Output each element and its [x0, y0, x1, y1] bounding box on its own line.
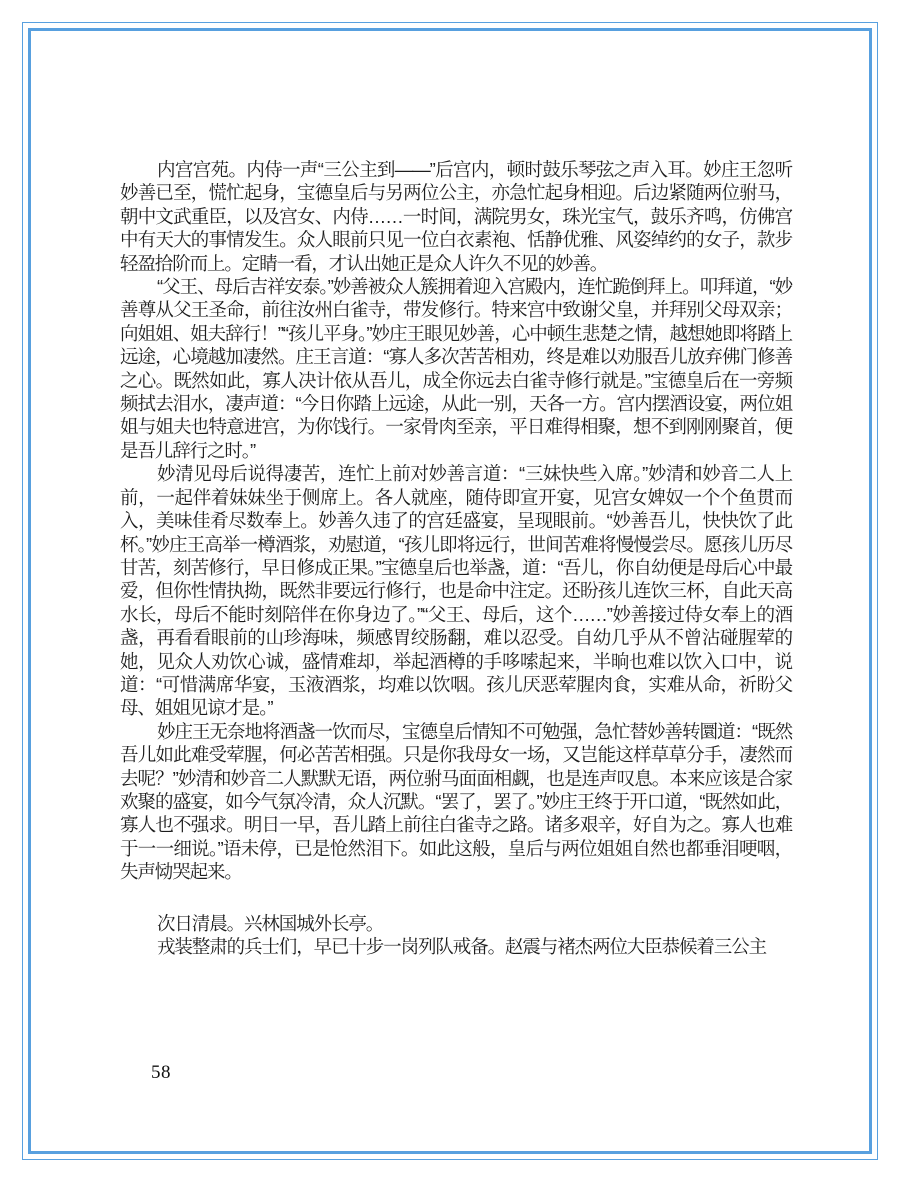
page-text-block — [120, 158, 792, 958]
paragraph-farewell-greeting: “父王、母后吉祥安泰。”妙善被众人簇拥着迎入宫殿内，连忙跪倒拜上。叩拜道，“妙善尊从父王圣命，前往汝州白雀寺，带发修行。特来宫中致谢父皇，并拜别父母双亲；向姐姐、姐夫辞行！”“孩儿平身。”妙庄王眼见妙善，心中顿生悲楚之情，越想她即将踏上远途，心境越加凄然。庄王言道：“寡人多次苦苦相劝，终是难以劝服吾儿放弃佛门修善之心。既然如此，寡人决计依从吾儿，成全你远去白雀寺修行就是。”宝德皇后在一旁频频拭去泪水，凄声道：“今日你踏上远途，从此一别，天各一方。宫内摆酒设宴，两位姐姐与姐夫也特意进宫，为你饯行。一家骨肉至亲，平日难得相聚，想不到刚刚聚首，便是吾儿辞行之时。” — [120, 276, 792, 461]
paragraph-next-morning: 次日清晨。兴林国城外长亭。 — [157, 912, 384, 934]
paragraph-palace-welcome: 内宫宫苑。内侍一声“三公主到——”后宫内，顿时鼓乐琴弦之声入耳。妙庄王忽听妙善已至，慌忙起身，宝德皇后与另两位公主，亦急忙起身相迎。后边紧随两位驸马，朝中文武重臣，以及宫女、内侍……一时间，满院男女，珠光宝气，鼓乐齐鸣，仿佛宫中有天大的事情发生。众人眼前只见一位白衣素袍、恬静优雅、风姿绰约的女子，款步轻盈拾阶而上。定睛一看，才认出她正是众人许久不见的妙善。 — [120, 159, 792, 274]
paragraph-banquet: 妙清见母后说得凄苦，连忙上前对妙善言道：“三妹快些入席。”妙清和妙音二人上前，一起伴着妹妹坐于侧席上。各人就座，随侍即宣开宴，见宫女婢奴一个个鱼贯而入，美味佳肴尽数奉上。妙善久违了的宫廷盛宴，呈现眼前。“妙善吾儿，快快饮了此杯。”妙庄王高举一樽酒浆，劝慰道，“孩儿即将远行，世间苦难将慢慢尝尽。愿孩儿历尽甘苦，刻苦修行，早日修成正果。”宝德皇后也举盏，道：“吾儿，你自幼便是母后心中最爱，但你性情执拗，既然非要远行修行，也是命中注定。还盼孩儿连饮三杯，自此天高水长，母后不能时刻陪伴在你身边了。”“父王、母后，这个……”妙善接过侍女奉上的酒盏，再看看眼前的山珍海味，频感胃绞肠翻，难以忍受。自幼几乎从不曾沾碰腥荤的她，见众人劝饮心诚，盛情难却，举起酒樽的手哆嗦起来，半晌也难以饮入口中，说道：“可惜满席华宴，玉液酒浆，均难以饮咽。孩儿厌恶荤腥肉食，实难从命，祈盼父母、姐姐见谅才是。” — [120, 463, 792, 719]
page-number: 58 — [151, 1062, 171, 1083]
paragraph-soldiers: 戎装整肃的兵士们，早已十步一岗列队戒备。赵震与褚杰两位大臣恭候着三公主 — [157, 936, 767, 957]
paragraph-king-consent: 妙庄王无奈地将酒盏一饮而尽，宝德皇后情知不可勉强，急忙替妙善转圜道：“既然吾儿如此难受荤腥，何必苦苦相强。只是你我母女一场，又岂能这样草草分手，凄然而去呢？”妙清和妙音二人默默无语，两位驸马面面相觑，也是连声叹息。本来应该是合家欢聚的盛宴，如今气氛冷清，众人沉默。“罢了，罢了。”妙庄王终于开口道，“既然如此，寡人也不强求。明日一早，吾儿踏上前往白雀寺之路。诸多艰辛，好自为之。寡人也难于一一细说。”语未停，已是怆然泪下。如此这般，皇后与两位姐姐自然也都垂泪哽咽，失声恸哭起来。 — [120, 720, 792, 883]
